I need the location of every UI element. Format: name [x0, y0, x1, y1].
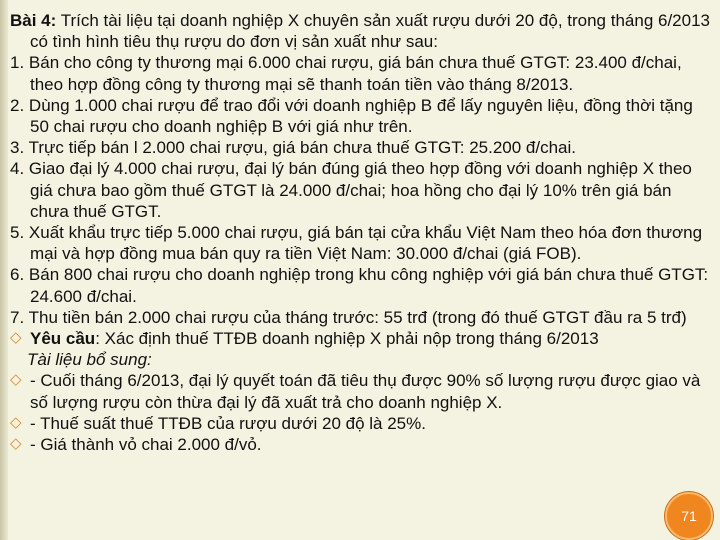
list-item	[8, 137, 714, 158]
list-item	[8, 95, 714, 137]
item-number: 6.	[10, 265, 25, 285]
list-item	[8, 52, 714, 94]
item-text: Thu tiền bán 2.000 chai rượu của tháng trước: 55 trđ (trong đó thuế GTGT đầu ra 5 trđ)	[28, 307, 687, 327]
supplement-item	[8, 413, 714, 434]
list-item	[8, 222, 714, 264]
page-number-badge	[665, 492, 713, 540]
item-number: 7.	[10, 307, 25, 327]
requirement-label: Yêu cầu	[30, 329, 96, 349]
slide-content	[8, 10, 714, 455]
hollow-diamond-bullet-icon: ◇	[10, 371, 22, 389]
item-text: Xuất khẩu trực tiếp 5.000 chai rượu, giá bán tại cửa khẩu Việt Nam theo hóa đơn thương mại và hợp đồng mua bán quy ra tiền Việt Nam: 30.000 đ/chai (giá FOB).	[28, 223, 703, 264]
item-text: Trực tiếp bán l 2.000 chai rượu, giá bán chưa thuế GTGT: 25.200 đ/chai.	[28, 138, 577, 158]
item-number: 2.	[10, 95, 25, 115]
supplement-heading: Tài liệu bổ sung:	[27, 350, 152, 370]
item-text: Dùng 1.000 chai rượu để trao đổi với doanh nghiệp B để lấy nguyên liệu, đồng thời tặng 50 chai rượu cho doanh nghiệp B với giá như trên.	[28, 95, 693, 137]
exercise-intro	[8, 10, 714, 52]
requirement-text: : Xác định thuế TTĐB doanh nghiệp X phải nộp trong tháng 6/2013	[95, 329, 599, 349]
supplement-text: - Giá thành vỏ chai 2.000 đ/vỏ.	[30, 435, 262, 455]
hollow-diamond-bullet-icon: ◇	[10, 329, 22, 347]
item-text: Giao đại lý 4.000 chai rượu, đại lý bán đúng giá theo hợp đồng với doanh nghiệp X theo giá chưa bao gồm thuế GTGT là 24.000 đ/chai; hoa hồng cho đại lý 10% trên giá bán chưa thuế GTGT.	[28, 159, 692, 221]
item-number: 1.	[10, 53, 25, 73]
exercise-intro-text: Trích tài liệu tại doanh nghiệp X chuyên sản xuất rượu dưới 20 độ, trong tháng 6/2013 có tình hình tiêu thụ rượu do đơn vị sản xuất như sau:	[30, 11, 710, 52]
list-item	[8, 264, 714, 306]
list-item	[8, 307, 714, 328]
item-text: Bán cho công ty thương mại 6.000 chai rượu, giá bán chưa thuế GTGT: 23.400 đ/chai, theo hợp đồng công ty thương mại sẽ thanh toán tiền vào tháng 8/2013.	[28, 53, 682, 94]
item-text: Bán 800 chai rượu cho doanh nghiệp trong khu công nghiệp với giá bán chưa thuế GTGT: 24.600 đ/chai.	[28, 265, 709, 306]
supplement-item	[8, 370, 714, 412]
hollow-diamond-bullet-icon: ◇	[10, 435, 22, 453]
slide-left-border	[0, 0, 8, 540]
list-item	[8, 158, 714, 222]
item-number: 4.	[10, 159, 25, 179]
requirement	[8, 328, 714, 349]
supplement-text: - Thuế suất thuế TTĐB của rượu dưới 20 độ là 25%.	[30, 413, 426, 433]
supplement-item	[8, 434, 714, 455]
item-number: 5.	[10, 223, 25, 243]
exercise-title: Bài 4:	[10, 11, 57, 30]
hollow-diamond-bullet-icon: ◇	[10, 413, 22, 431]
page-number: 71	[681, 508, 697, 524]
item-number: 3.	[10, 138, 25, 158]
supplement-text: - Cuối tháng 6/2013, đại lý quyết toán đã tiêu thụ được 90% số lượng rượu được giao và số lượng rượu còn thừa đại lý đã xuất trả cho doanh nghiệp X.	[30, 371, 701, 412]
